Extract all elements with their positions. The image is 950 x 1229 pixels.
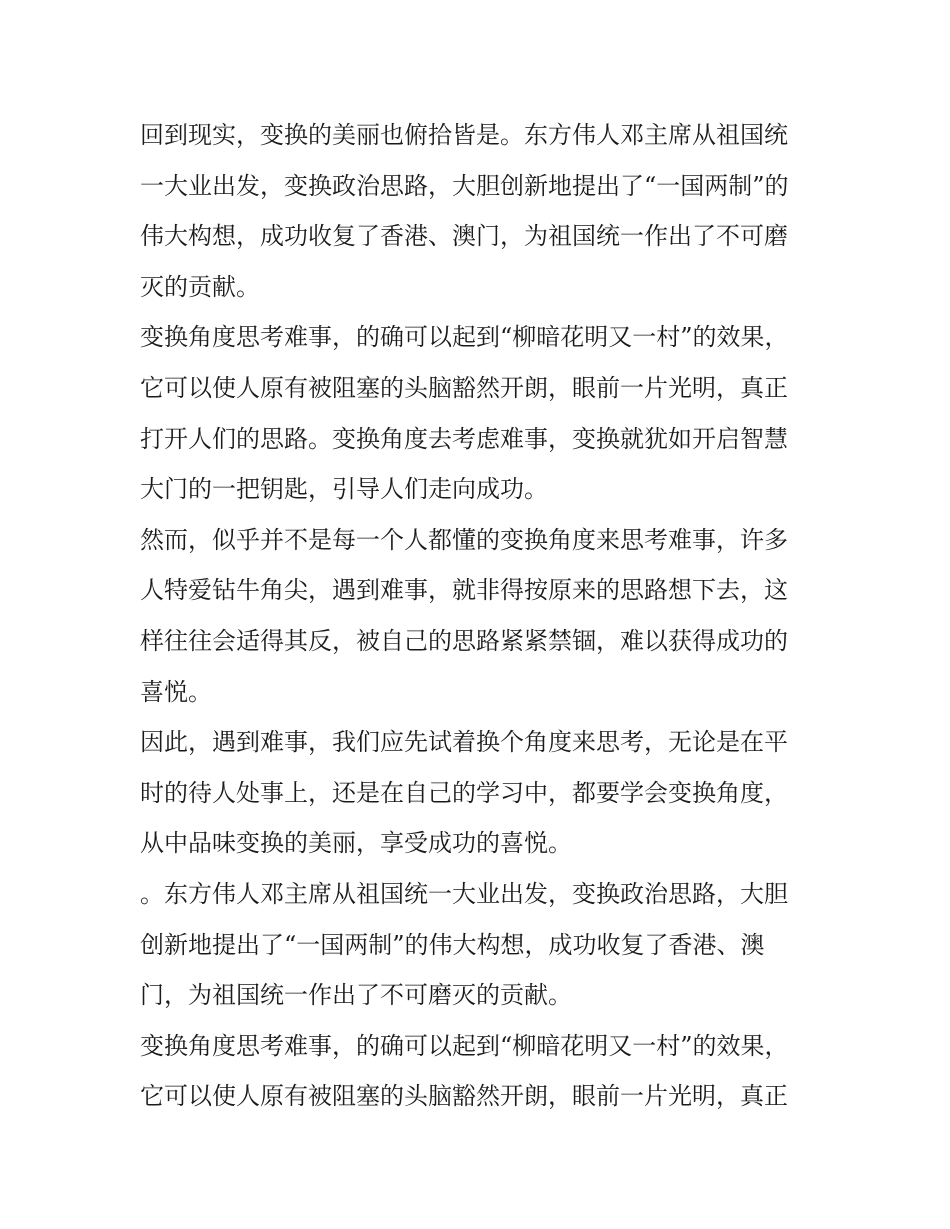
text-line: 人特爱钻牛角尖，遇到难事，就非得按原来的思路想下去，这 xyxy=(140,576,788,605)
text-line: 。东方伟人邓主席从祖国统一大业出发，变换政治思路，大胆 xyxy=(140,879,788,908)
text-line: 一大业出发，变换政治思路，大胆创新地提出了“一国两制”的 xyxy=(140,171,789,200)
document-body xyxy=(140,110,820,1122)
text-line: 变换角度思考难事，的确可以起到“柳暗花明又一村”的效果， xyxy=(140,323,789,352)
text-line: 样往往会适得其反，被自己的思路紧紧禁锢，难以获得成功的 xyxy=(140,626,788,655)
text-line: 然而，似乎并不是每一个人都懂的变换角度来思考难事，许多 xyxy=(140,525,788,554)
text-line: 回到现实，变换的美丽也俯拾皆是。东方伟人邓主席从祖国统 xyxy=(140,121,788,149)
text-line: 时的待人处事上，还是在自己的学习中，都要学会变换角度， xyxy=(140,778,788,807)
text-line: 打开人们的思路。变换角度去考虑难事，变换就犹如开启智慧 xyxy=(140,424,788,453)
text-line: 它可以使人原有被阻塞的头脑豁然开朗，眼前一片光明，真正 xyxy=(140,1082,788,1111)
text-line: 从中品味变换的美丽，享受成功的喜悦。 xyxy=(140,829,572,858)
text-line: 大门的一把钥匙，引导人们走向成功。 xyxy=(140,475,548,504)
text-line: 门，为祖国统一作出了不可磨灭的贡献。 xyxy=(140,981,572,1010)
paragraph xyxy=(140,110,820,312)
paragraph xyxy=(140,515,820,717)
paragraph xyxy=(140,1021,820,1122)
text-line: 伟大构想，成功收复了香港、澳门，为祖国统一作出了不可磨 xyxy=(140,222,788,251)
text-line: 灭的贡献。 xyxy=(140,272,260,301)
text-line: 变换角度思考难事，的确可以起到“柳暗花明又一村”的效果， xyxy=(140,1031,789,1060)
text-line: 喜悦。 xyxy=(140,677,212,706)
paragraph xyxy=(140,869,820,1021)
text-line: 创新地提出了“一国两制”的伟大构想，成功收复了香港、澳 xyxy=(140,930,765,959)
text-line: 因此，遇到难事，我们应先试着换个角度来思考，无论是在平 xyxy=(140,728,788,757)
paragraph xyxy=(140,312,820,514)
text-line: 它可以使人原有被阻塞的头脑豁然开朗，眼前一片光明，真正 xyxy=(140,373,788,402)
paragraph xyxy=(140,717,820,869)
